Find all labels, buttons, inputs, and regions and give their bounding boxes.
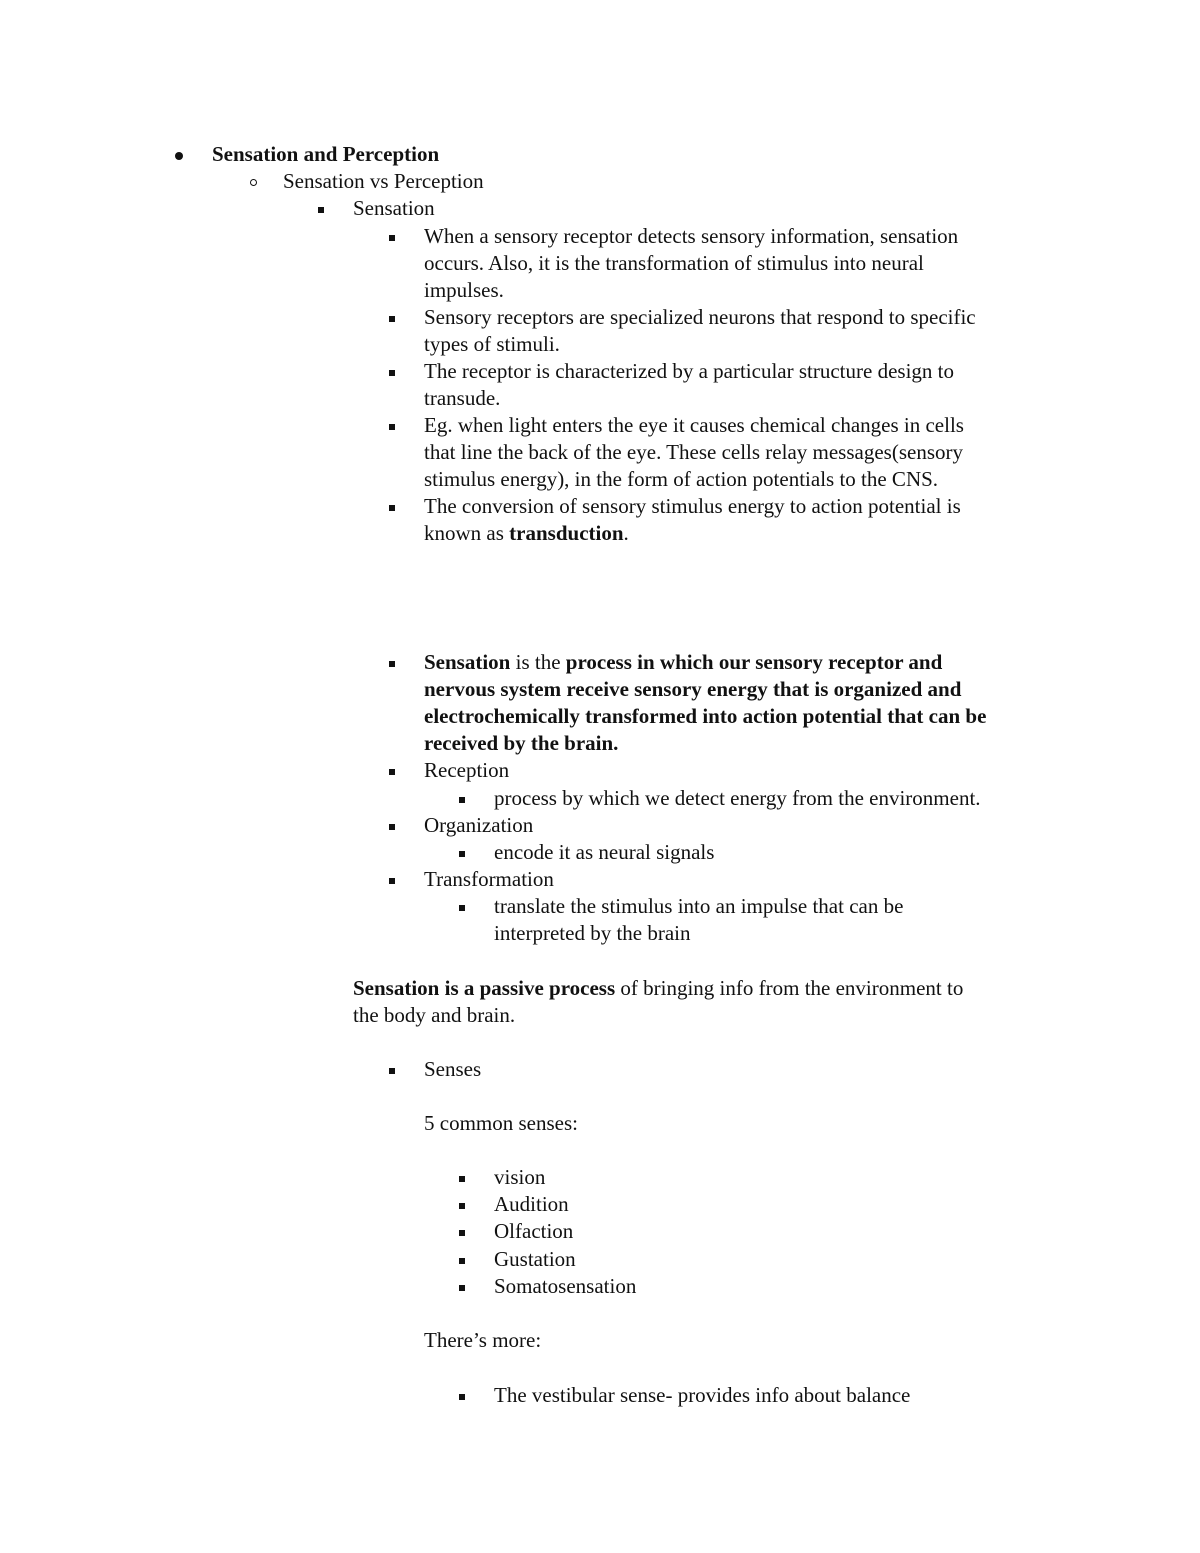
bullet-square [459,1258,465,1264]
definition-line: nervous system receive sensory energy that is organized and [424,677,962,701]
list-item-transformation: Transformation [424,867,554,891]
bullet-square [318,207,324,213]
term-transduction: transduction [509,521,624,545]
bullet-square [389,824,395,830]
section-heading: Sensation and Perception [212,142,440,166]
bullet-square [459,851,465,857]
bullet-square [389,505,395,511]
paragraph-line: known as transduction. [424,521,629,545]
paragraph-line: transude. [424,386,501,410]
list-subitem: interpreted by the brain [494,921,691,945]
paragraph-line: the body and brain. [353,1003,516,1027]
sense-item: Somatosensation [494,1274,637,1298]
bullet-square [459,1285,465,1291]
definition-line: received by the brain. [424,731,619,755]
bullet-square [459,905,465,911]
paragraph-line: occurs. Also, it is the transformation of stimulus into neural [424,251,924,275]
bullet-square [459,797,465,803]
bullet-disc [175,152,183,160]
bullet-square [459,1394,465,1400]
sense-item: Audition [494,1192,569,1216]
bullet-circle [250,179,257,186]
list-item-senses: Senses [424,1057,482,1081]
subsection-item: Sensation vs Perception [283,169,484,193]
bullet-square [389,424,395,430]
paragraph-line: The receptor is characterized by a particular structure design to [424,359,954,383]
paragraph-line: The conversion of sensory stimulus energy to action potential is [424,494,961,518]
bullet-square [389,370,395,376]
paragraph-line: Sensation is a passive process of bringing info from the environment to [353,976,964,1000]
sense-item: vision [494,1165,546,1189]
paragraph-line: Sensory receptors are specialized neurons that respond to specific [424,305,976,329]
bullet-square [459,1176,465,1182]
bullet-square [389,1068,395,1074]
definition-line: Sensation is the process in which our sensory receptor and [424,650,943,674]
sense-item: Gustation [494,1247,576,1271]
common-senses-label: 5 common senses: [424,1111,578,1135]
list-item-organization: Organization [424,813,534,837]
bullet-square [389,316,395,322]
paragraph-line: types of stimuli. [424,332,560,356]
bullet-square [459,1203,465,1209]
list-item-reception: Reception [424,758,510,782]
list-subitem: translate the stimulus into an impulse that can be [494,894,904,918]
sense-item: Olfaction [494,1219,574,1243]
definition-line: electrochemically transformed into action potential that can be [424,704,987,728]
paragraph-line: that line the back of the eye. These cells relay messages(sensory [424,440,963,464]
bullet-square [459,1230,465,1236]
paragraph-line: stimulus energy), in the form of action potentials to the CNS. [424,467,939,491]
subsection-item-sensation: Sensation [353,196,435,220]
bullet-square [389,235,395,241]
bullet-square [389,769,395,775]
more-label: There’s more: [424,1328,542,1352]
list-subitem: encode it as neural signals [494,840,715,864]
bullet-square [389,661,395,667]
more-item: The vestibular sense- provides info about balance [494,1383,911,1407]
bullet-square [389,878,395,884]
paragraph-line: Eg. when light enters the eye it causes chemical changes in cells [424,413,964,437]
list-subitem: process by which we detect energy from the environment. [494,786,981,810]
paragraph-line: impulses. [424,278,504,302]
paragraph-line: When a sensory receptor detects sensory information, sensation [424,224,959,248]
